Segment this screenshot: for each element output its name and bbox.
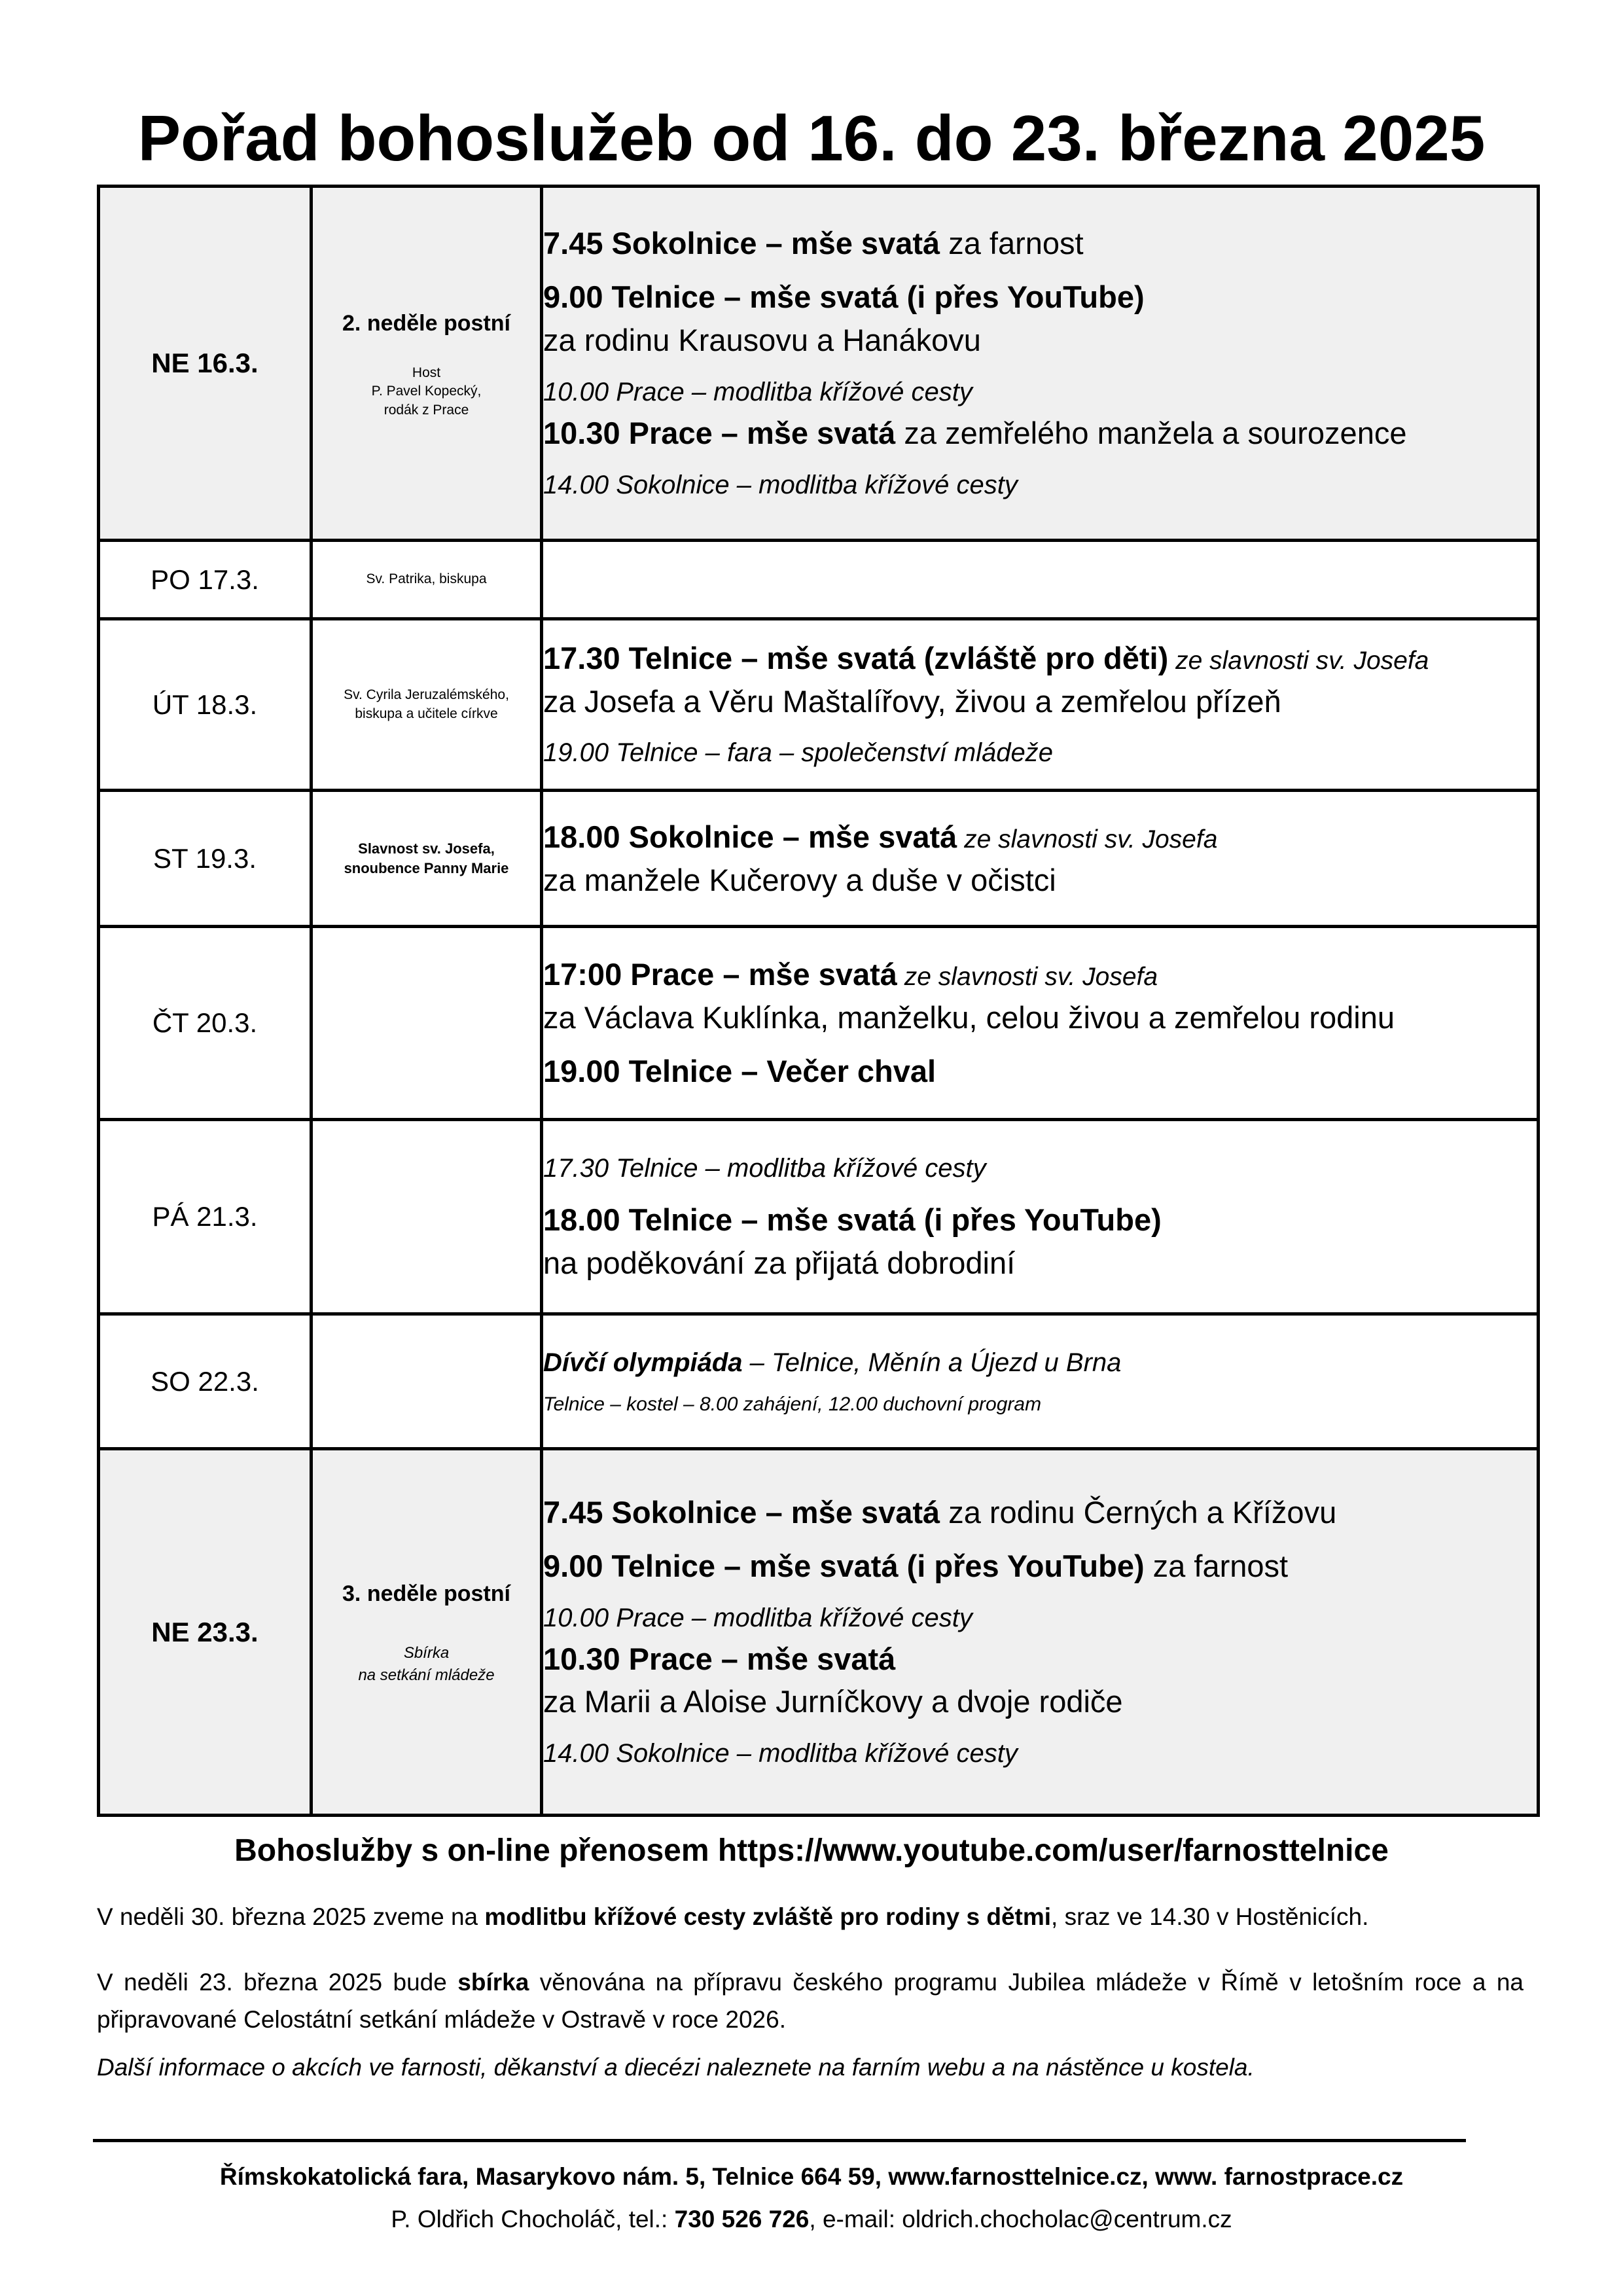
feast-title: 3. neděle postní xyxy=(342,1581,510,1607)
table-row xyxy=(99,1449,1539,1816)
event-line xyxy=(543,637,1537,680)
event-intention: za farnost xyxy=(1144,1548,1289,1583)
event-intention: za farnost xyxy=(940,226,1084,261)
announcement-paragraph xyxy=(97,1898,1524,1935)
announcement-highlight: modlitbu křížové cesty zvláště pro rodiny s dětmi xyxy=(484,1903,1052,1930)
day-cell: PÁ 21.3. xyxy=(99,1120,312,1314)
table-row xyxy=(99,187,1539,541)
event-line xyxy=(543,1050,1537,1093)
table-row xyxy=(99,1120,1539,1314)
event-line xyxy=(543,1198,1537,1242)
table-row xyxy=(99,541,1539,619)
event-time-place: 7.45 Sokolnice – mše svatá xyxy=(543,226,940,261)
events-cell xyxy=(542,1120,1539,1314)
event-line xyxy=(543,276,1537,319)
feast-cell xyxy=(312,1314,542,1449)
feast-cell xyxy=(312,541,542,619)
feast-note: Sv. Cyrila Jeruzalémského, xyxy=(344,687,509,703)
footer-divider xyxy=(93,2139,1466,2142)
feast-note: Slavnost sv. Josefa, xyxy=(358,840,495,857)
event-line xyxy=(543,953,1537,996)
feast-note: biskupa a učitele církve xyxy=(355,706,498,721)
event-time-place: 7.45 Sokolnice – mše svatá xyxy=(543,1494,940,1530)
events-cell xyxy=(542,1449,1539,1816)
event-line xyxy=(543,222,1537,265)
feast-note: rodák z Prace xyxy=(383,402,469,418)
events-cell xyxy=(542,619,1539,791)
events-cell xyxy=(542,541,1539,619)
announcement-text: , sraz ve 14.30 v Hostěnicích. xyxy=(1051,1903,1369,1930)
announcement-text: V neděli 23. března 2025 bude xyxy=(97,1969,458,1996)
announcement-text: V neděli 30. března 2025 zveme na xyxy=(97,1903,485,1930)
announcement-highlight: sbírka xyxy=(457,1969,529,1996)
event-time-place: 17.30 Telnice – mše svatá (zvláště pro děti) xyxy=(543,640,1169,675)
day-cell: ÚT 18.3. xyxy=(99,619,312,791)
event-intention: za rodinu Krausovu a Hanákovu xyxy=(543,323,981,357)
day-cell: PO 17.3. xyxy=(99,541,312,619)
event-line xyxy=(543,1638,1537,1681)
event-intention: za zemřelého manžela a sourozence xyxy=(895,415,1407,450)
event-intention: za Josefa a Věru Maštalířovy, živou a zemřelou přízeň xyxy=(543,683,1281,719)
event-line: 14.00 Sokolnice – modlitba křížové cesty xyxy=(543,470,1018,499)
event-line xyxy=(543,412,1537,455)
day-cell: NE 16.3. xyxy=(99,187,312,541)
event-line xyxy=(543,816,1537,859)
announcement-paragraph xyxy=(97,1964,1524,2039)
feast-note: Sv. Patrika, biskupa xyxy=(366,571,487,587)
table-row xyxy=(99,619,1539,791)
table-row xyxy=(99,791,1539,927)
event-time-place: 18.00 Telnice – mše svatá (i přes YouTube) xyxy=(543,1202,1162,1238)
announcement-text: věnována na přípravu českého programu Jubilea mládeže v Římě v letošním roce a na připravované Celostátní setkání mládeže v Ostravě v roce 2026. xyxy=(97,1969,1524,2034)
footer-address: Římskokatolická fara, Masarykovo nám. 5, Telnice 664 59, www.farnosttelnice.cz, www. farnostprace.cz xyxy=(219,2163,1404,2190)
event-time-place: 17:00 Prace – mše svatá xyxy=(543,957,897,992)
day-cell: SO 22.3. xyxy=(99,1314,312,1449)
table-row xyxy=(99,1314,1539,1449)
table-row xyxy=(99,927,1539,1120)
event-occasion: ze slavnosti sv. Josefa xyxy=(1168,646,1429,675)
footer-contact-text: P. Oldřich Chocholáč, tel.: xyxy=(391,2206,675,2233)
event-occasion: ze slavnosti sv. Josefa xyxy=(957,825,1218,853)
event-line: 19.00 Telnice – fara – společenství mládeže xyxy=(543,738,1054,768)
event-intention: za Marii a Aloise Jurníčkovy a dvoje rodiče xyxy=(543,1684,1123,1719)
feast-cell xyxy=(312,1449,542,1816)
event-line: 10.00 Prace – modlitba křížové cesty xyxy=(543,377,972,406)
feast-note: Sbírka xyxy=(403,1644,450,1662)
event-time-place: 18.00 Sokolnice – mše svatá xyxy=(543,819,957,854)
event-line xyxy=(543,1343,1537,1382)
feast-cell xyxy=(312,619,542,791)
page-title: Pořad bohoslužeb od 16. do 23. března 2025 xyxy=(137,102,1486,174)
event-place: – Telnice, Měnín a Újezd u Brna xyxy=(742,1348,1122,1377)
day-cell: NE 23.3. xyxy=(99,1449,312,1816)
event-detail: Telnice – kostel – 8.00 zahájení, 12.00 duchovní program xyxy=(543,1393,1042,1415)
event-line: 14.00 Sokolnice – modlitba křížové cesty xyxy=(543,1739,1018,1768)
event-line xyxy=(543,1545,1537,1588)
event-line xyxy=(543,1491,1537,1534)
event-intention: za rodinu Černých a Křížovu xyxy=(940,1494,1337,1530)
event-time-place: 19.00 Telnice – Večer chval xyxy=(543,1053,936,1088)
event-time-place: 10.30 Prace – mše svatá xyxy=(543,1641,896,1676)
event-occasion: ze slavnosti sv. Josefa xyxy=(897,963,1158,992)
event-intention: na poděkování za přijatá dobrodiní xyxy=(543,1246,1016,1280)
feast-cell xyxy=(312,927,542,1120)
event-time-place: 9.00 Telnice – mše svatá (i přes YouTube) xyxy=(543,279,1145,315)
online-broadcast-note: Bohoslužby s on-line přenosem https://www.youtube.com/user/farnosttelnice xyxy=(234,1833,1389,1868)
day-cell: ST 19.3. xyxy=(99,791,312,927)
feast-note: P. Pavel Kopecký, xyxy=(371,384,482,399)
event-time-place: 10.30 Prace – mše svatá xyxy=(543,415,896,450)
feast-cell xyxy=(312,187,542,541)
events-cell xyxy=(542,1314,1539,1449)
event-intention: za manžele Kučerovy a duše v očistci xyxy=(543,862,1056,897)
feast-note: Host xyxy=(412,365,441,380)
feast-cell xyxy=(312,1120,542,1314)
footer-contact-text: , e-mail: oldrich.chocholac@centrum.cz xyxy=(809,2206,1232,2233)
event-title: Dívčí olympiáda xyxy=(543,1348,743,1377)
footer-contact xyxy=(0,2206,1623,2233)
info-paragraph: Další informace o akcích ve farnosti, děkanství a diecézi naleznete na farním webu a na nástěnce u kostela. xyxy=(97,2054,1255,2081)
feast-title: 2. neděle postní xyxy=(342,310,510,336)
event-line: 17.30 Telnice – modlitba křížové cesty xyxy=(543,1154,986,1183)
schedule-table xyxy=(97,185,1540,1817)
events-cell xyxy=(542,791,1539,927)
day-cell: ČT 20.3. xyxy=(99,927,312,1120)
event-line: 10.00 Prace – modlitba křížové cesty xyxy=(543,1603,972,1632)
event-time-place: 9.00 Telnice – mše svatá (i přes YouTube) xyxy=(543,1548,1145,1583)
feast-note: na setkání mládeže xyxy=(358,1666,495,1684)
event-intention: za Václava Kuklínka, manželku, celou živou a zemřelou rodinu xyxy=(543,1000,1395,1035)
feast-note: snoubence Panny Marie xyxy=(344,859,509,876)
footer-phone: 730 526 726 xyxy=(674,2206,810,2233)
events-cell xyxy=(542,927,1539,1120)
events-cell xyxy=(542,187,1539,541)
feast-cell xyxy=(312,791,542,927)
